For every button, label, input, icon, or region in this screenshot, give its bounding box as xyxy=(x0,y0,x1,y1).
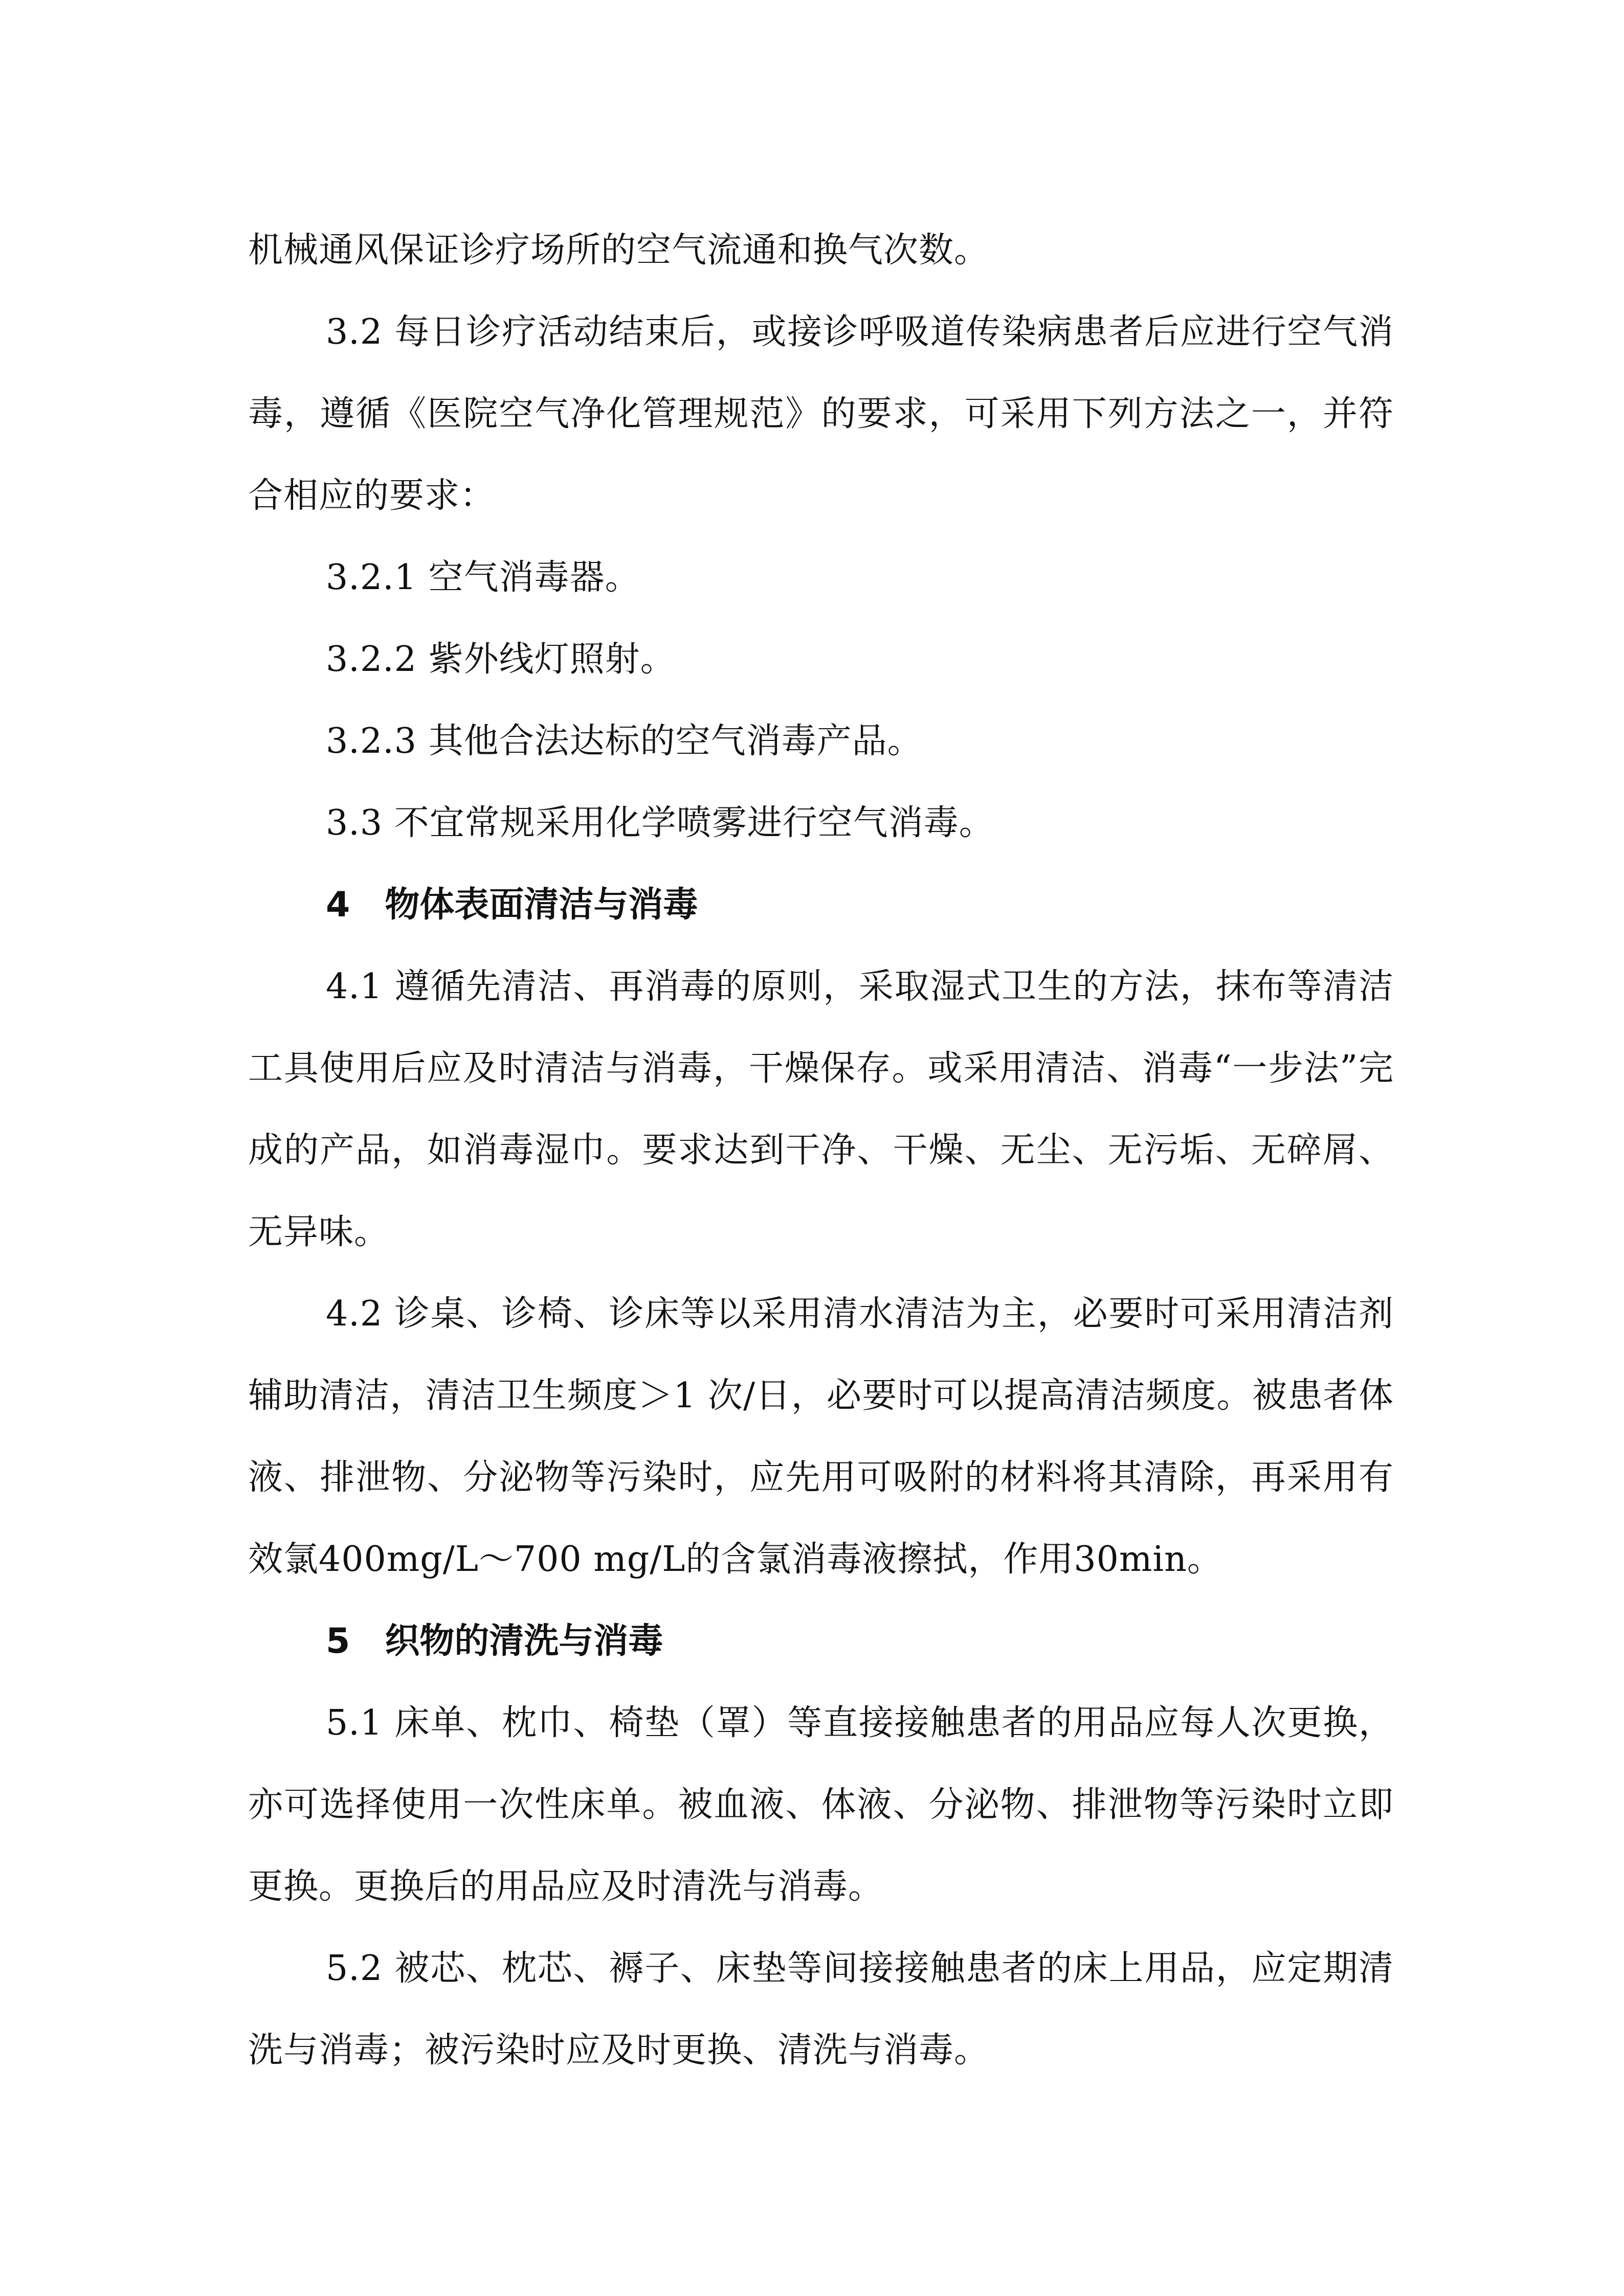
paragraph-3-3: 3.3 不宜常规采用化学喷雾进行空气消毒。 xyxy=(326,803,994,843)
paragraph-5-1: 5.1 床单、枕巾、椅垫（罩）等直接接触患者的用品应每人次更换，亦可选择使用一次性床单。被血液、体液、分泌物、排泄物等污染时立即更换。更换后的用品应及时清洗与消毒。 xyxy=(248,1703,1394,1907)
section-heading-5: 5 织物的清洗与消毒 xyxy=(326,1621,663,1661)
paragraph-ventilation-continued: 机械通风保证诊疗场所的空气流通和换气次数。 xyxy=(248,230,990,271)
paragraph-3-2-1: 3.2.1 空气消毒器。 xyxy=(326,557,640,598)
paragraph-4-1: 4.1 遵循先清洁、再消毒的原则，采取湿式卫生的方法，抹布等清洁工具使用后应及时清洁与消毒，干燥保存。或采用清洁、消毒“一步法”完成的产品，如消毒湿巾。要求达到干净、干燥、无尘、无污垢、无碎屑、无异味。 xyxy=(248,966,1394,1252)
paragraph-3-2-2: 3.2.2 紫外线灯照射。 xyxy=(326,639,676,680)
section-heading-4: 4 物体表面清洁与消毒 xyxy=(326,885,698,925)
paragraph-3-2: 3.2 每日诊疗活动结束后，或接诊呼吸道传染病患者后应进行空气消毒，遵循《医院空气净化管理规范》的要求，可采用下列方法之一，并符合相应的要求： xyxy=(248,312,1394,516)
paragraph-3-2-3: 3.2.3 其他合法达标的空气消毒产品。 xyxy=(326,721,923,761)
document-body xyxy=(248,210,1394,2091)
paragraph-5-2: 5.2 被芯、枕芯、褥子、床垫等间接接触患者的床上用品，应定期清洗与消毒；被污染时应及时更换、清洗与消毒。 xyxy=(248,1948,1394,2070)
paragraph-4-2: 4.2 诊桌、诊椅、诊床等以采用清水清洁为主，必要时可采用清洁剂辅助清洁，清洁卫生频度＞1 次/日，必要时可以提高清洁频度。被患者体液、排泄物、分泌物等污染时，应先用可吸附的材料将其清除，再采用有效氯400mg/L～700 mg/L的含氯消毒液擦拭，作用30min。 xyxy=(248,1294,1394,1580)
